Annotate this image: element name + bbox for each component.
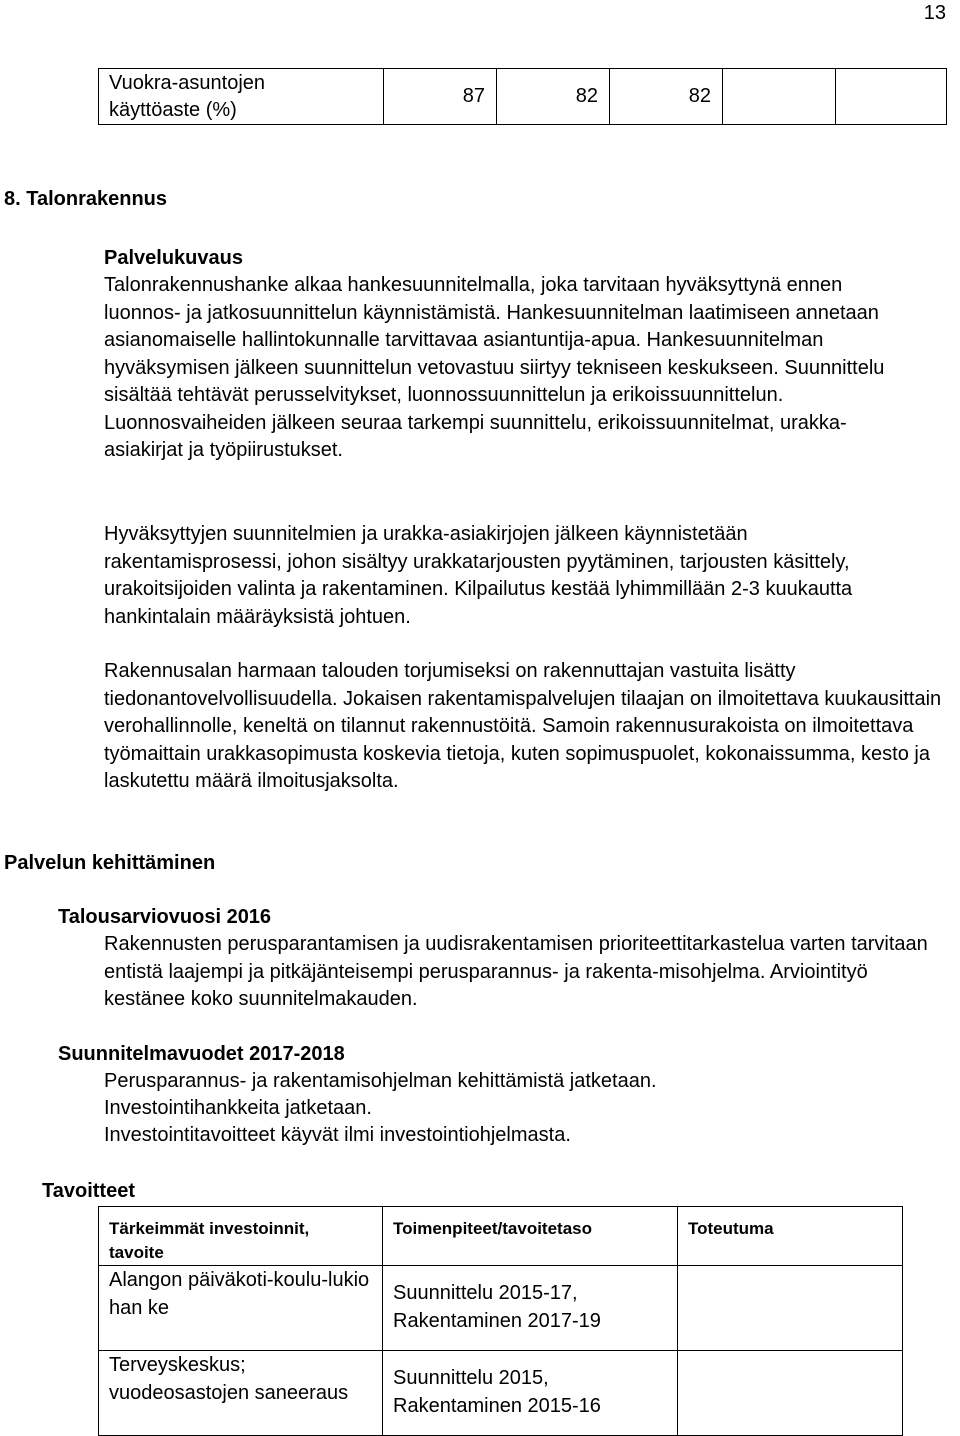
column-header — [383, 1207, 678, 1266]
column-header — [678, 1207, 903, 1266]
investment-text: Alangon päiväkoti-koulu-lukiohan ke — [109, 1269, 370, 1319]
investment-text: Terveyskeskus; vuodeosastojen saneeraus — [109, 1354, 349, 1404]
kpi-value: 82 — [575, 85, 598, 107]
kpi-value-cell — [384, 69, 497, 125]
outcome-cell — [678, 1351, 903, 1436]
plan-years-line: Investointitavoitteet käyvät ilmi investointiohjelmasta. — [104, 1124, 571, 1146]
column-header-label: Toimenpiteet/tavoitetaso — [393, 1219, 592, 1238]
measures-cell — [383, 1266, 678, 1351]
plan-years-line: Investointihankkeita jatketaan. — [104, 1097, 372, 1119]
investment-cell — [99, 1351, 383, 1436]
kpi-value-cell — [610, 69, 723, 125]
table-row — [99, 1266, 903, 1351]
budget-year-text: Rakennusten perusparantamisen ja uudisrakentamisen prioriteettitarkastelua varten tarvitaan entistä laajempi ja pitkäjänteisempi perusparannus- ja rakenta-misohjelma. Arviointityö kestänee koko suunnitelmakauden. — [104, 933, 928, 1010]
outcome-cell — [678, 1266, 903, 1351]
service-description-paragraph: Rakennusalan harmaan talouden torjumiseksi on rakennuttajan vastuita lisätty tiedonantovelvollisuudella. Jokaisen rakentamispalvelujen tilaajan on ilmoitettava kuukausittain verohallinnolle, keneltä on tilannut rakennustöitä. Samoin rakennusurakoista on ilmoitettava työmaittain urakkasopimusta koskevia tietoja, kuten sopimuspuolet, kokonaissumma, kesto ja laskutettu määrä ilmoitusjaksolta. — [104, 660, 942, 792]
table-header-row — [99, 1207, 903, 1266]
development-heading: Palvelun kehittäminen — [4, 852, 216, 874]
page-number: 13 — [923, 2, 946, 24]
section-title: 8. Talonrakennus — [4, 188, 168, 210]
measures-text: Suunnittelu 2015-17, Rakentaminen 2017-19 — [393, 1282, 601, 1332]
budget-year-heading: Talousarviovuosi 2016 — [58, 906, 272, 928]
service-description-heading: Palvelukuvaus — [104, 247, 243, 269]
column-header-label: Toteutuma — [688, 1219, 774, 1238]
column-header — [99, 1207, 383, 1266]
kpi-value-cell — [836, 69, 947, 125]
plan-years-line: Perusparannus- ja rakentamisohjelman kehittämistä jatketaan. — [104, 1070, 657, 1092]
goals-heading: Tavoitteet — [42, 1180, 135, 1202]
kpi-label-cell — [99, 69, 384, 125]
kpi-value-cell — [497, 69, 610, 125]
kpi-table — [98, 68, 947, 125]
investment-cell — [99, 1266, 383, 1351]
measures-text: Suunnittelu 2015, Rakentaminen 2015-16 — [393, 1367, 601, 1417]
plan-years-heading: Suunnitelmavuodet 2017-2018 — [58, 1043, 345, 1065]
kpi-value-cell — [723, 69, 836, 125]
kpi-value: 82 — [688, 85, 711, 107]
outcome-text — [678, 1266, 902, 1267]
service-description-paragraph: Hyväksyttyjen suunnitelmien ja urakka-asiakirjojen jälkeen käynnistetään rakentamisprosessi, johon sisältyy urakkatarjousten pyytäminen, tarjousten käsittely, urakoitsijoiden valinta ja rakentaminen. Kilpailutus kestää lyhimmillään 2-3 kuukautta hankintalain määräyksistä johtuen. — [104, 523, 853, 628]
table-row — [99, 69, 947, 125]
kpi-label: Vuokra-asuntojen käyttöaste (%) — [109, 71, 266, 121]
goals-table — [98, 1206, 903, 1436]
table-row — [99, 1351, 903, 1436]
service-description-paragraph: Talonrakennushanke alkaa hankesuunnitelmalla, joka tarvitaan hyväksyttynä ennen luonnos- ja jatkosuunnittelun käynnistämistä. Hankesuunnitelman laatimiseen annetaan asianomaiselle hallintokunnalle tarvittavaa asiantuntija-apua. Hankesuunnitelman hyväksymisen jälkeen suunnittelun vetovastuu siirtyy tekniseen keskukseen. Suunnittelu sisältää tehtävät perusselvitykset, luonnossuunnittelun ja erikoissuunnittelun. Luonnosvaiheiden jälkeen seuraa tarkempi suunnittelu, erikoissuunnitelmat, urakka-asiakirjat ja työpiirustukset. — [104, 274, 885, 461]
measures-cell — [383, 1351, 678, 1436]
column-header-label: Tärkeimmät investoinnit, tavoite — [109, 1219, 310, 1262]
kpi-value: 87 — [462, 85, 485, 107]
outcome-text — [678, 1351, 902, 1352]
